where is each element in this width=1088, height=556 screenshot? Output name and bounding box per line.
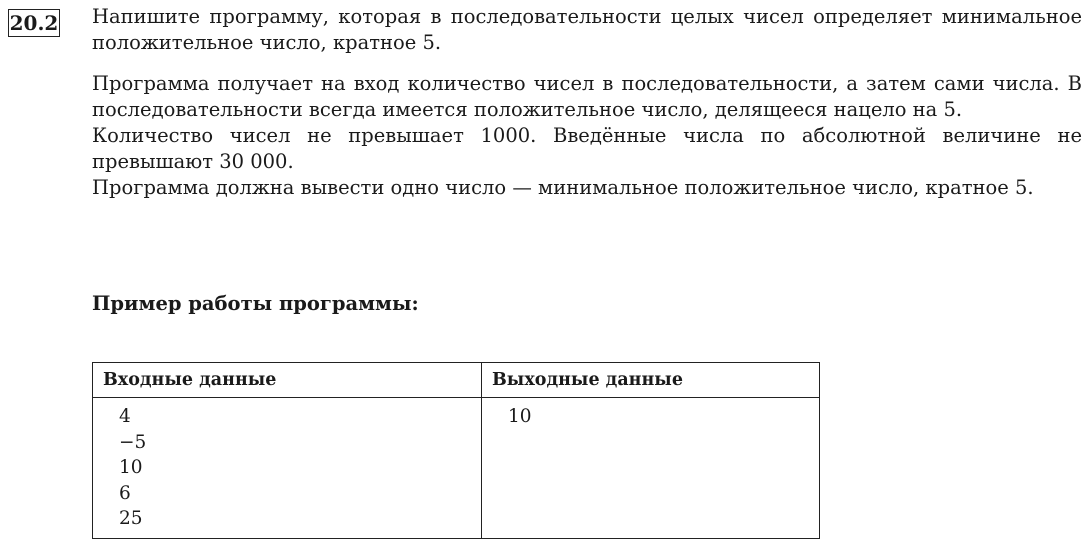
output-header: Выходные данные xyxy=(482,363,820,398)
example-table xyxy=(92,362,820,539)
input-value: 25 xyxy=(119,508,143,529)
task-number-box xyxy=(8,9,60,37)
task-statement: Напишите программу, которая в последовательности целых чисел определяет минимальное положительное число, кратное 5. xyxy=(92,5,1082,54)
constraints: Количество чисел не превышает 1000. Введённые числа по абсолютной величине не превышают 30 000. xyxy=(92,124,1082,173)
input-value: −5 xyxy=(119,431,147,453)
input-value: 4 xyxy=(119,406,131,427)
table-row xyxy=(93,398,820,539)
input-description: Программа получает на вход количество чисел в последовательности, а затем сами числа. В последовательности всегда имеется положительное число, делящееся нацело на 5. xyxy=(92,72,1082,121)
input-value: 10 xyxy=(119,457,143,478)
task-number: 20.2 xyxy=(9,11,59,35)
table-header-row xyxy=(93,363,820,398)
input-value: 6 xyxy=(119,482,131,504)
output-cell xyxy=(482,398,820,539)
output-description: Программа должна вывести одно число — минимальное положительное число, кратное 5. xyxy=(92,176,1034,199)
example-heading: Пример работы программы: xyxy=(92,292,419,315)
task-text xyxy=(92,4,1082,201)
input-header: Входные данные xyxy=(93,363,482,398)
input-cell xyxy=(93,398,482,539)
output-value: 10 xyxy=(508,406,532,427)
